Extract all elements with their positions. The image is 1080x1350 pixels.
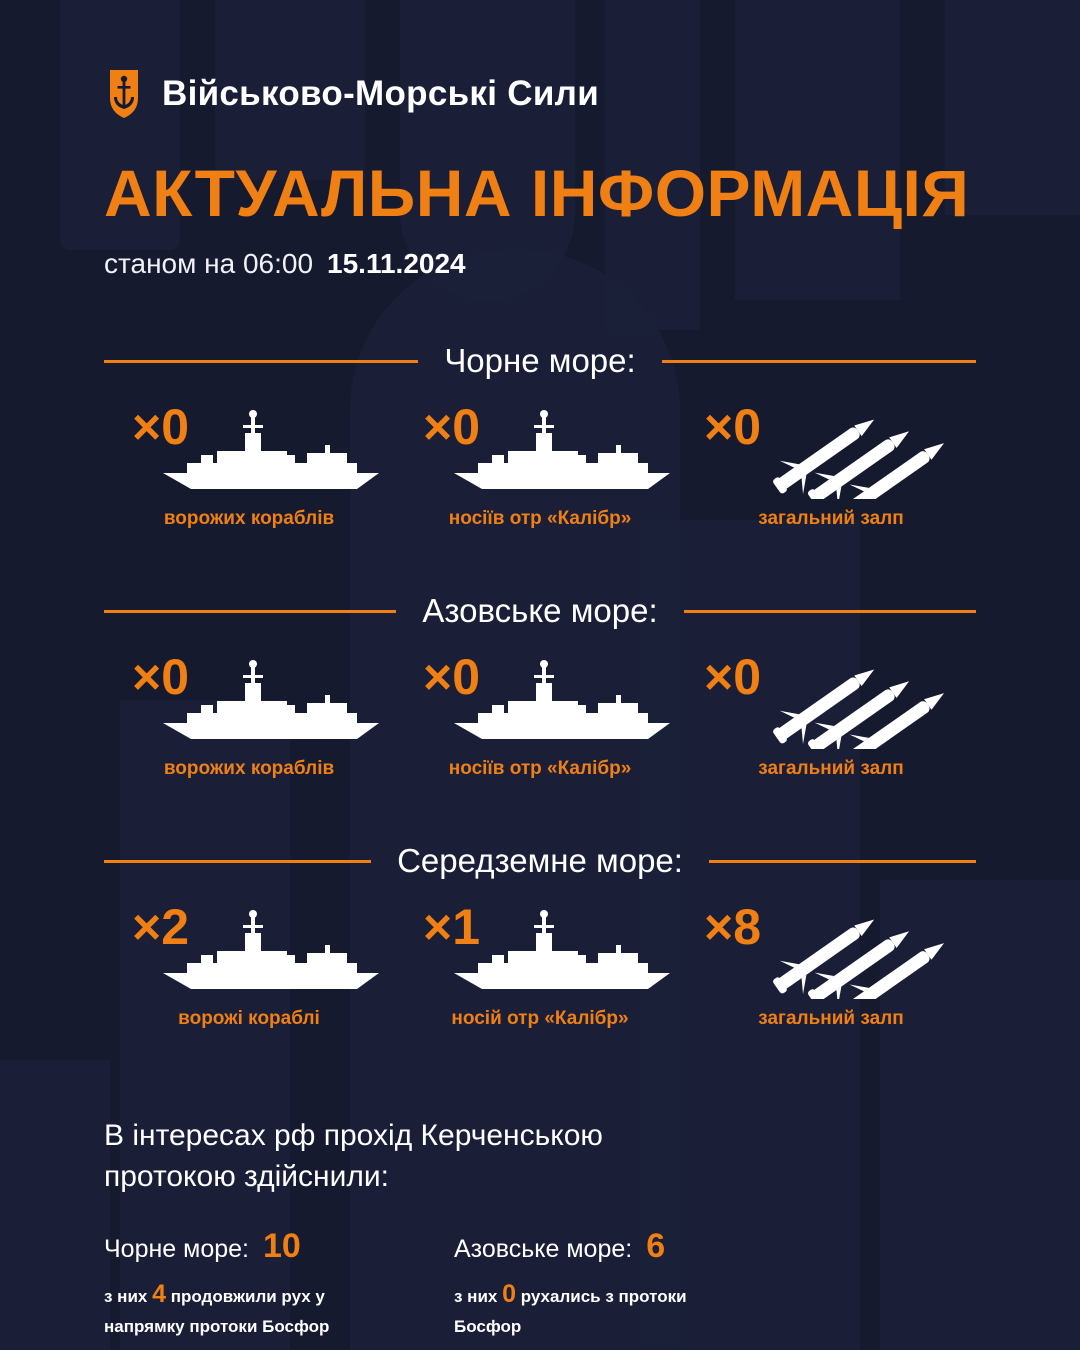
card-visual — [686, 646, 976, 756]
stat-label: носіїв отр «Калібр» — [448, 758, 632, 779]
page-title: АКТУАЛЬНА ІНФОРМАЦІЯ — [104, 156, 970, 230]
rule-left — [104, 860, 371, 863]
stat-card-kalibr-carriers — [395, 646, 685, 780]
strait-detail-value: 0 — [502, 1280, 516, 1308]
stat-label: носій отр «Калібр» — [451, 1008, 629, 1029]
stat-card-ships — [104, 646, 394, 780]
stat-count: ×0 — [423, 399, 481, 455]
warship-icon — [157, 903, 387, 999]
section-azov-sea — [104, 592, 976, 780]
anchor-icon — [104, 68, 144, 120]
stat-cards — [104, 896, 976, 1030]
stat-count: ×0 — [704, 649, 762, 705]
warship-icon — [157, 403, 387, 499]
stat-label: ворожі кораблі — [178, 1008, 320, 1029]
stat-card-kalibr-carriers — [395, 896, 685, 1030]
strait-detail-suffix: продовжили рух у напрямку протоки Босфор — [104, 1287, 330, 1336]
strait-detail-prefix: з них — [454, 1287, 498, 1306]
stat-count: ×1 — [423, 899, 481, 955]
stat-count: ×0 — [423, 649, 481, 705]
stat-label: ворожих кораблів — [163, 758, 335, 779]
stat-label: загальний залп — [758, 758, 904, 779]
rule-right — [684, 610, 976, 613]
stat-count: ×0 — [132, 649, 190, 705]
section-header — [104, 842, 976, 880]
strait-detail — [454, 1276, 754, 1339]
strait-column-azov-sea — [454, 1227, 754, 1339]
section-black-sea — [104, 342, 976, 530]
warship-icon — [157, 653, 387, 749]
brand-header — [104, 0, 976, 120]
rule-left — [104, 360, 418, 363]
missiles-icon — [748, 903, 976, 999]
warship-icon — [448, 403, 678, 499]
missiles-icon — [748, 653, 976, 749]
stat-label: загальний залп — [758, 1008, 904, 1029]
strait-total: 10 — [262, 1227, 301, 1265]
section-title: Азовське море: — [422, 592, 658, 629]
strait-heading: В інтересах рф прохід Керченською протокою здійснили: — [104, 1119, 603, 1193]
stat-label: носіїв отр «Калібр» — [448, 508, 632, 529]
card-visual — [395, 396, 685, 506]
strait-column-black-sea — [104, 1227, 454, 1339]
rule-left — [104, 610, 396, 613]
strait-detail — [104, 1276, 404, 1339]
strait-sea-name: Чорне море: — [104, 1235, 249, 1263]
stat-card-salvo — [686, 646, 976, 780]
card-visual — [104, 896, 394, 1006]
missiles-icon — [748, 403, 976, 499]
section-header — [104, 592, 976, 630]
strait-sea-name: Азовське море: — [454, 1235, 633, 1263]
report-date: 15.11.2024 — [327, 248, 466, 279]
strait-total-row — [104, 1227, 454, 1266]
stat-count: ×0 — [704, 399, 762, 455]
stat-card-salvo — [686, 396, 976, 530]
warship-icon — [448, 903, 678, 999]
stat-cards — [104, 396, 976, 530]
stat-card-ships — [104, 896, 394, 1030]
section-title: Чорне море: — [444, 342, 636, 379]
stat-label: загальний залп — [758, 508, 904, 529]
stat-card-ships — [104, 396, 394, 530]
section-header — [104, 342, 976, 380]
stat-card-kalibr-carriers — [395, 396, 685, 530]
card-visual — [104, 646, 394, 756]
asof-label: станом на 06:00 — [104, 248, 314, 279]
strait-total-row — [454, 1227, 754, 1266]
strait-columns — [104, 1227, 976, 1339]
card-visual — [395, 646, 685, 756]
strait-detail-suffix: рухались з протоки Босфор — [454, 1287, 687, 1336]
rule-right — [709, 860, 976, 863]
strait-detail-value: 4 — [152, 1280, 166, 1308]
section-title: Середземне море: — [397, 842, 683, 879]
stat-card-salvo — [686, 896, 976, 1030]
strait-detail-prefix: з них — [104, 1287, 148, 1306]
strait-total: 6 — [646, 1227, 666, 1265]
stat-label: ворожих кораблів — [163, 508, 335, 529]
section-mediterranean-sea — [104, 842, 976, 1030]
stat-count: ×2 — [132, 899, 190, 955]
card-visual — [395, 896, 685, 1006]
stat-count: ×8 — [704, 899, 762, 955]
kerch-strait-block — [104, 1116, 976, 1339]
card-visual — [686, 896, 976, 1006]
card-visual — [686, 396, 976, 506]
warship-icon — [448, 653, 678, 749]
brand-title: Військово-Морські Сили — [162, 74, 600, 113]
stat-cards — [104, 646, 976, 780]
stat-count: ×0 — [132, 399, 190, 455]
timestamp — [104, 248, 976, 280]
rule-right — [662, 360, 976, 363]
card-visual — [104, 396, 394, 506]
